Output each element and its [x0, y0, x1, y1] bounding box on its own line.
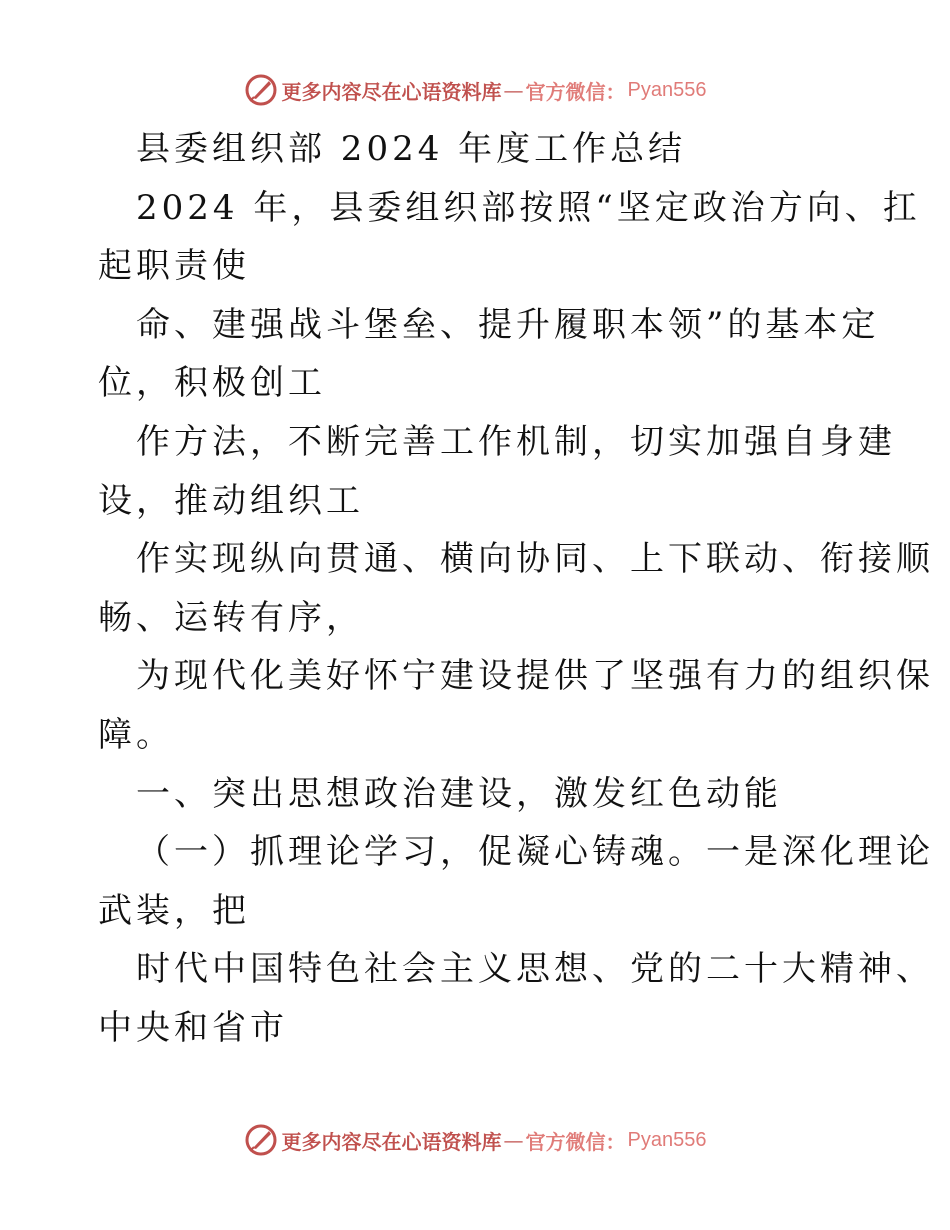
footer-banner	[0, 1120, 950, 1160]
paragraph-line: （一）抓理论学习，促凝心铸魂。一是深化理论	[136, 832, 934, 873]
banner-wechat-label: 官方微信：	[525, 79, 626, 104]
paragraph-line: 障。	[98, 714, 174, 755]
paragraph-line: 命、建强战斗堡垒、提升履职本领”的基本定	[136, 304, 880, 345]
document-title: 县委组织部 2024 年度工作总结	[136, 129, 687, 169]
banner-wechat-id: Pyan556	[627, 1128, 707, 1151]
banner-text: 更多内容尽在心语资料库	[281, 1129, 502, 1154]
paragraph-line: 位，积极创工	[98, 363, 326, 404]
paragraph-line: 畅、运转有序，	[98, 597, 364, 638]
quill-pen-logo-icon	[244, 73, 278, 107]
banner-wechat-label: 官方微信：	[525, 1129, 626, 1154]
banner-dash: —	[503, 78, 524, 102]
banner-wechat-id: Pyan556	[627, 78, 707, 101]
paragraph-line: 中央和省市	[98, 1007, 288, 1048]
document-body	[98, 120, 934, 1058]
banner-text: 更多内容尽在心语资料库	[281, 79, 502, 104]
paragraph-line: 2024 年，县委组织部按照“坚定政治方向、扛	[136, 187, 921, 228]
paragraph-line: 作方法，不断完善工作机制，切实加强自身建	[136, 421, 896, 462]
header-banner	[0, 70, 950, 110]
quill-pen-logo-icon	[244, 1123, 278, 1157]
paragraph-line: 设，推动组织工	[98, 480, 364, 521]
paragraph-line: 时代中国特色社会主义思想、党的二十大精神、	[136, 949, 934, 990]
paragraph-line: 为现代化美好怀宁建设提供了坚强有力的组织保	[136, 656, 934, 697]
paragraph-line: 武装，把	[98, 890, 250, 931]
banner-dash: —	[503, 1128, 524, 1152]
section-heading: 一、突出思想政治建设，激发红色动能	[136, 773, 782, 814]
paragraph-line: 作实现纵向贯通、横向协同、上下联动、衔接顺	[136, 539, 934, 580]
paragraph-line: 起职责使	[98, 246, 250, 287]
